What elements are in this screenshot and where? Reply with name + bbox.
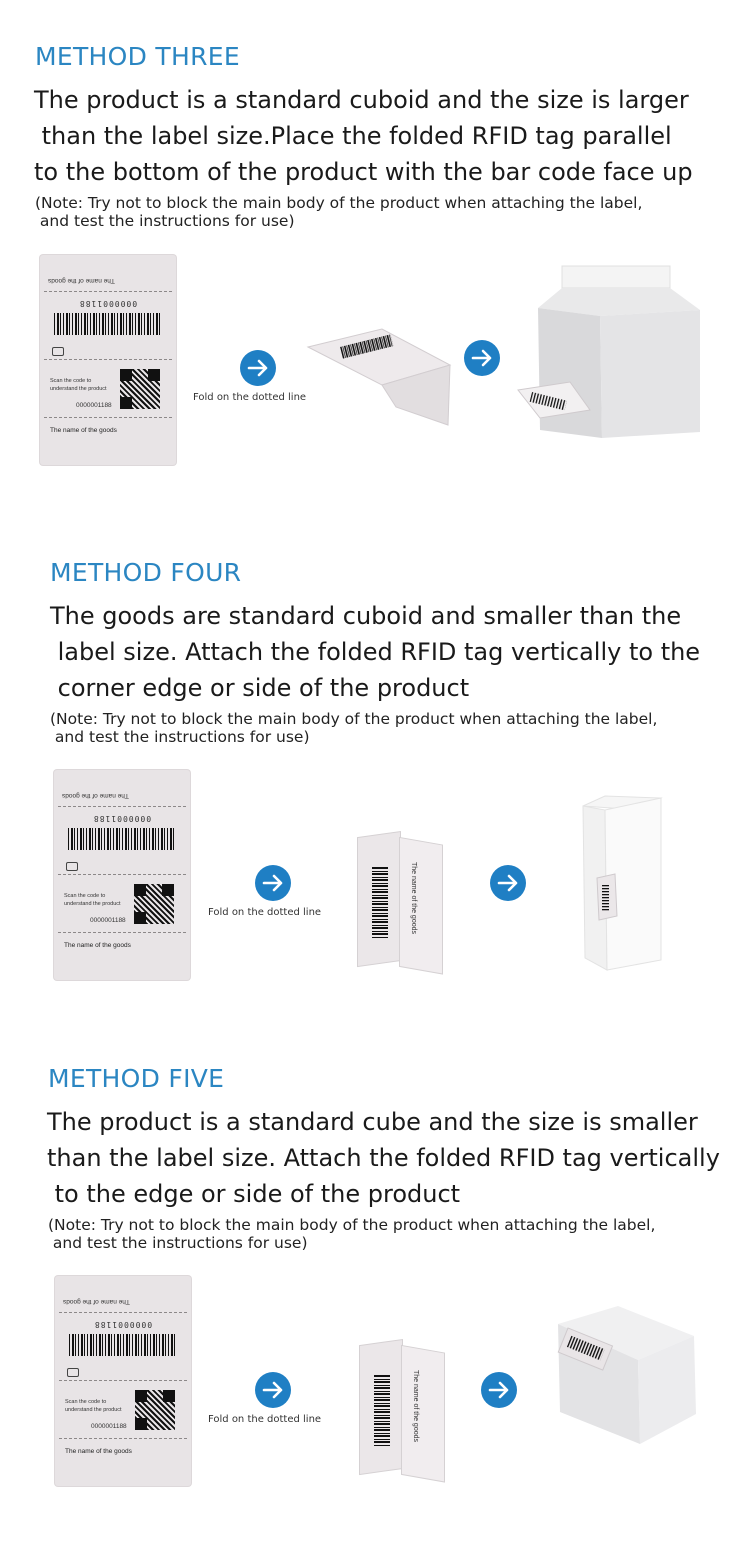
qr-code-icon: [120, 369, 160, 409]
qr-code-icon: [135, 1390, 175, 1430]
label-top-text: The name of the goods: [62, 792, 129, 799]
barcode-icon: [372, 866, 388, 938]
arrow-right-circle-icon: [464, 340, 500, 376]
label-card: [40, 255, 176, 465]
barcode-icon: [68, 828, 176, 850]
logo-icon: [67, 1368, 79, 1377]
label-goods-name: The name of the goods: [64, 942, 131, 949]
label-barcode-number: 0000001188: [93, 1320, 153, 1329]
method-three-section: [0, 0, 750, 520]
method-title: METHOD FIVE: [48, 1064, 225, 1093]
method-note: (Note: Try not to block the main body of the product when attaching the label, and test the instructions for use): [48, 1216, 656, 1252]
cube-box-product-image: [552, 1302, 702, 1448]
label-goods-name: The name of the goods: [50, 427, 117, 434]
method-description: The goods are standard cuboid and smaller than the label size. Attach the folded RFID tag vertically to the corner edge or side of the product: [50, 602, 701, 702]
method-description: The product is a standard cube and the size is smaller than the label size. Attach the folded RFID tag vertically to the edge or side of the product: [47, 1108, 720, 1208]
method-note: (Note: Try not to block the main body of the product when attaching the label, and test the instructions for use): [35, 194, 643, 230]
arrow-right-circle-icon: [490, 865, 526, 901]
folded-tag-image: [360, 1346, 444, 1476]
label-top-text: The name of the goods: [63, 1298, 130, 1305]
label-goods-name: The name of the goods: [65, 1448, 132, 1455]
method-description: The product is a standard cuboid and the size is larger than the label size.Place the folded RFID tag parallel to the bottom of the product with the bar code face up: [34, 86, 693, 186]
milk-carton-product-image: [510, 260, 710, 445]
label-scan-text: Scan the code to understand the product: [64, 893, 121, 907]
fold-caption: Fold on the dotted line: [208, 1414, 322, 1425]
label-number: 0000001188: [76, 402, 112, 409]
label-top-text: The name of the goods: [48, 277, 115, 284]
barcode-icon: [374, 1374, 390, 1446]
label-top-text: The name of the goods: [412, 1370, 419, 1442]
arrow-right-circle-icon: [255, 865, 291, 901]
label-number: 0000001188: [90, 917, 126, 924]
fold-caption: Fold on the dotted line: [193, 392, 307, 403]
folded-tag-image: [300, 325, 460, 435]
barcode-icon: [69, 1334, 177, 1356]
label-barcode-number: 0000001188: [78, 299, 138, 308]
barcode-icon: [54, 313, 162, 335]
label-barcode-number: 0000001188: [92, 814, 152, 823]
folded-tag-image: [358, 838, 442, 968]
arrow-right-circle-icon: [240, 350, 276, 386]
arrow-right-circle-icon: [255, 1372, 291, 1408]
method-note: (Note: Try not to block the main body of the product when attaching the label, and test the instructions for use): [50, 710, 658, 746]
logo-icon: [52, 347, 64, 356]
qr-code-icon: [134, 884, 174, 924]
method-title: METHOD THREE: [35, 42, 240, 71]
label-card: [54, 770, 190, 980]
method-title: METHOD FOUR: [50, 558, 242, 587]
method-five-section: [0, 1030, 750, 1562]
label-top-text: The name of the goods: [410, 862, 417, 934]
fold-caption: Fold on the dotted line: [208, 907, 322, 918]
arrow-right-circle-icon: [481, 1372, 517, 1408]
label-card: [55, 1276, 191, 1486]
tall-box-product-image: [575, 792, 675, 972]
label-scan-text: Scan the code to understand the product: [65, 1399, 122, 1413]
method-four-section: [0, 520, 750, 1030]
label-scan-text: Scan the code to understand the product: [50, 378, 107, 392]
label-number: 0000001188: [91, 1423, 127, 1430]
logo-icon: [66, 862, 78, 871]
